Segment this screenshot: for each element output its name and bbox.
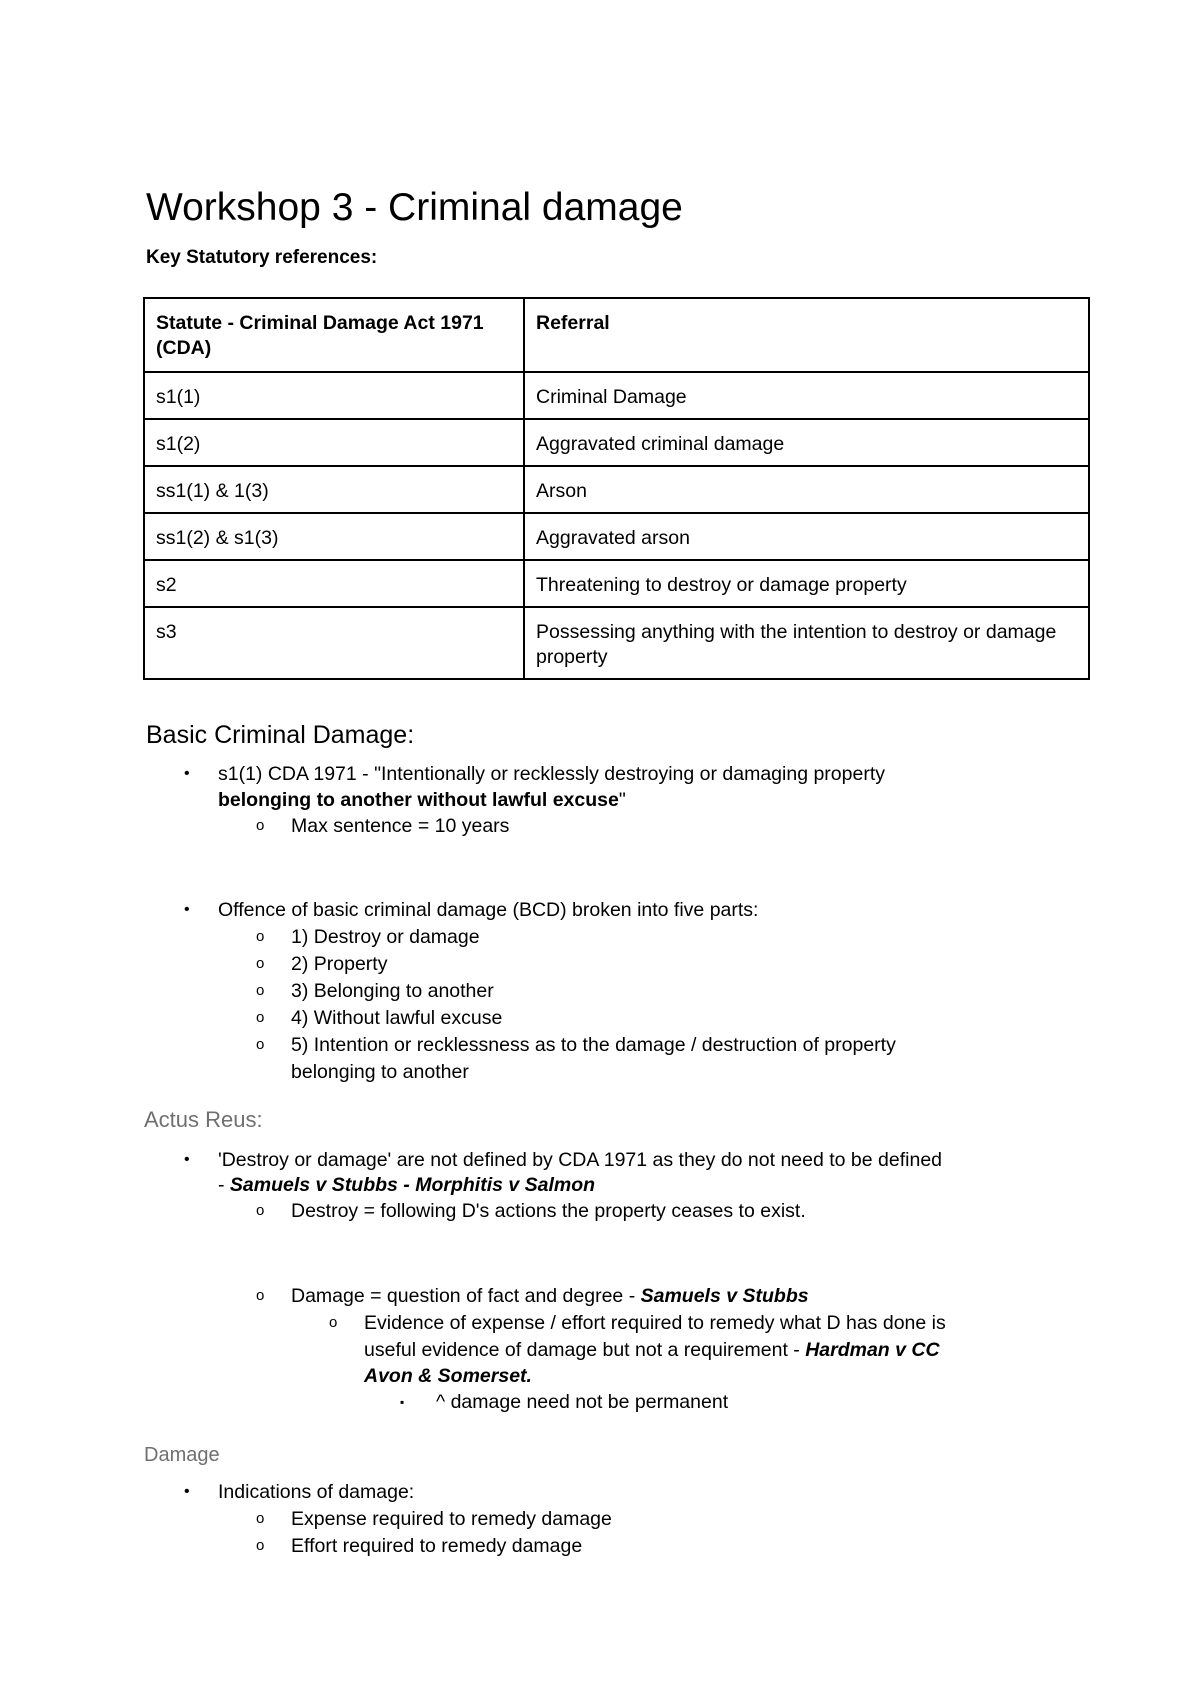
list-item: 'Destroy or damage' are not defined by CDA 1971 as they do not need to be defined	[218, 1149, 943, 1171]
list-item: s1(1) CDA 1971 - "Intentionally or recklessly destroying or damaging property	[218, 763, 885, 785]
table-cell: ss1(1) & 1(3)	[144, 466, 524, 513]
list-item: Indications of damage:	[218, 1481, 415, 1503]
circle-marker: o	[256, 1036, 265, 1053]
bullet-marker: •	[184, 1483, 190, 1500]
list-item-continuation	[364, 1337, 940, 1363]
table-header-row	[144, 298, 1089, 372]
table-cell: Criminal Damage	[524, 372, 1089, 419]
list-item: Destroy = following D's actions the property ceases to exist.	[291, 1200, 806, 1222]
list-item-continuation: belonging to another	[291, 1061, 469, 1083]
emphasis-text: belonging to another without lawful excuse	[218, 789, 619, 811]
item-text: Damage = question of fact and degree -	[291, 1285, 641, 1307]
statute-table	[143, 297, 1090, 680]
bullet-marker: •	[184, 1151, 190, 1168]
table-row	[144, 560, 1089, 607]
table-cell: s1(1)	[144, 372, 524, 419]
quote-end: "	[618, 789, 626, 811]
circle-marker: o	[256, 928, 265, 945]
list-item: 3) Belonging to another	[291, 980, 494, 1002]
list-item: 1) Destroy or damage	[291, 926, 480, 948]
list-item: 2) Property	[291, 953, 388, 975]
table-header-cell: Statute - Criminal Damage Act 1971 (CDA)	[144, 298, 524, 372]
dash-text: -	[218, 1174, 230, 1196]
table-cell: Threatening to destroy or damage property	[524, 560, 1089, 607]
list-item: 5) Intention or recklessness as to the damage / destruction of property	[291, 1034, 896, 1056]
table-cell: Aggravated arson	[524, 513, 1089, 560]
circle-marker: o	[256, 1202, 265, 1219]
section-heading-damage: Damage	[144, 1444, 220, 1466]
table-row	[144, 372, 1089, 419]
table-row	[144, 513, 1089, 560]
case-citation: Samuels v Stubbs	[640, 1285, 809, 1307]
circle-marker: o	[256, 1287, 265, 1304]
item-text: useful evidence of damage but not a requirement -	[364, 1339, 806, 1361]
case-citation: Avon & Somerset.	[364, 1365, 532, 1387]
table-cell: Arson	[524, 466, 1089, 513]
table-cell: s3	[144, 607, 524, 679]
table-header-cell: Referral	[524, 298, 1089, 372]
case-citation: Hardman v CC	[805, 1339, 940, 1361]
table-cell: s2	[144, 560, 524, 607]
case-citation: Samuels v Stubbs - Morphitis v Salmon	[229, 1174, 596, 1196]
circle-marker: o	[256, 817, 265, 834]
circle-marker: o	[256, 982, 265, 999]
section-heading-actus-reus: Actus Reus:	[144, 1107, 263, 1132]
circle-marker: o	[256, 1009, 265, 1026]
circle-marker: o	[256, 955, 265, 972]
list-item: Offence of basic criminal damage (BCD) broken into five parts:	[218, 899, 759, 921]
section-heading-basic: Basic Criminal Damage:	[146, 721, 415, 749]
table-cell: Aggravated criminal damage	[524, 419, 1089, 466]
list-item: Effort required to remedy damage	[291, 1535, 583, 1557]
circle-marker: o	[256, 1537, 265, 1554]
list-item: ^ damage need not be permanent	[436, 1391, 729, 1413]
table-row	[144, 419, 1089, 466]
circle-marker: o	[329, 1314, 338, 1331]
table-cell: s1(2)	[144, 419, 524, 466]
list-item-continuation	[218, 787, 626, 813]
table-row	[144, 466, 1089, 513]
bullet-marker: •	[184, 901, 190, 918]
table-row	[144, 607, 1089, 679]
bullet-marker: •	[184, 765, 190, 782]
list-item-continuation	[218, 1172, 595, 1198]
list-item: Max sentence = 10 years	[291, 815, 510, 837]
table-cell: Possessing anything with the intention to destroy or damage property	[524, 607, 1089, 679]
table-cell: ss1(2) & s1(3)	[144, 513, 524, 560]
circle-marker: o	[256, 1510, 265, 1527]
list-item: Expense required to remedy damage	[291, 1508, 612, 1530]
list-item	[291, 1283, 809, 1309]
section-subtitle: Key Statutory references:	[146, 247, 378, 268]
list-item: 4) Without lawful excuse	[291, 1007, 503, 1029]
page-title: Workshop 3 - Criminal damage	[146, 186, 683, 229]
square-marker: ▪	[400, 1395, 405, 1409]
list-item: Evidence of expense / effort required to remedy what D has done is	[364, 1312, 946, 1334]
